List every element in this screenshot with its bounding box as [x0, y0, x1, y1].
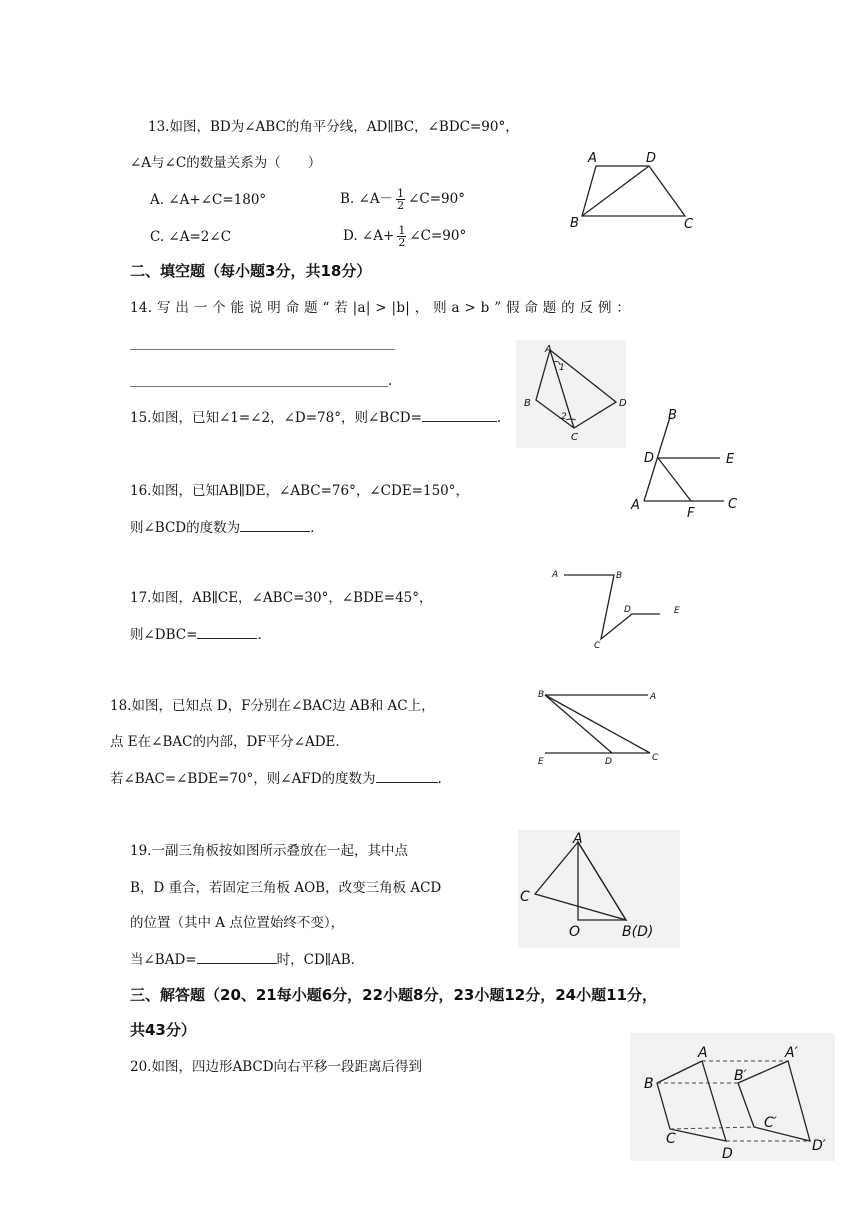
label-a-prime: A′	[785, 1045, 798, 1061]
q18-line2: 点 E在∠BAC的内部，DF平分∠ADE.	[110, 734, 340, 750]
q20-translation-figure	[630, 1033, 835, 1163]
label-a: A	[631, 498, 640, 513]
q13-trapezoid-figure	[560, 145, 700, 240]
q16-answer-blank[interactable]	[240, 518, 310, 532]
label-a: A	[573, 831, 583, 847]
q15-answer-blank[interactable]	[422, 408, 497, 422]
q17-polyline-figure	[550, 562, 690, 654]
label-e: E	[538, 757, 544, 767]
trapezoid-abcd	[582, 166, 685, 216]
fraction-one-half: $\frac{1}{2}$	[397, 187, 405, 212]
label-f: F	[687, 506, 695, 521]
q14-text: 14. 写 出 一 个 能 说 明 命 题 “ 若 |a| > |b| ， 则 a > b ” 假 命 题 的 反 例 ：	[130, 300, 631, 316]
label-b: B	[524, 398, 531, 409]
label-b-prime: B′	[734, 1068, 747, 1084]
label-d: D	[619, 398, 627, 409]
q19-line4: 当∠BAD= 时，CD∥AB.	[130, 952, 355, 968]
section-2-heading: 二、填空题（每小题3分，共18分）	[130, 262, 372, 280]
label-c: C	[571, 432, 578, 443]
label-c: C	[666, 1131, 676, 1147]
q13-option-c: C. ∠A=2∠C	[150, 229, 232, 245]
q17-answer-blank[interactable]	[197, 625, 257, 639]
q19-line1: 19.一副三角板按如图所示叠放在一起，其中点	[130, 843, 408, 859]
q17-line1: 17.如图，AB∥CE，∠ABC=30°，∠BDE=45°，	[130, 590, 433, 606]
label-d-prime: D′	[812, 1138, 826, 1154]
q18-answer-blank[interactable]	[376, 769, 438, 783]
label-b: B	[538, 690, 545, 700]
label-b: B	[644, 1076, 654, 1092]
q14-period: .	[388, 373, 393, 389]
diagonal-bd	[582, 166, 649, 216]
label-b: B	[616, 571, 623, 581]
label-b: B	[570, 216, 579, 231]
label-a: A	[552, 570, 559, 580]
q15-quadrilateral-figure	[516, 340, 626, 450]
q19-triangle-rulers-figure	[518, 830, 680, 948]
q14-answer-line-1[interactable]	[130, 349, 395, 350]
label-angle-2: 2	[561, 412, 567, 422]
label-c: C	[652, 753, 659, 763]
label-angle-1: 1	[559, 363, 565, 373]
label-a: A	[545, 344, 552, 355]
label-c-prime: C′	[764, 1115, 777, 1131]
q13-line2: ∠A与∠C的数量关系为（ ）	[130, 155, 322, 171]
label-c: C	[520, 889, 530, 905]
q16-line1: 16.如图，已知AB∥DE，∠ABC=76°，∠CDE=150°，	[130, 483, 470, 499]
q13-option-b: B. ∠A－ $\frac{1}{2}$ ∠C=90°	[340, 187, 465, 212]
label-e: E	[674, 606, 680, 616]
label-d: D	[722, 1146, 733, 1162]
section-3-heading-line2: 共43分）	[130, 1021, 196, 1039]
q16-parallel-lines-figure	[628, 405, 748, 521]
label-a: A	[650, 692, 657, 702]
label-d: D	[644, 451, 655, 466]
q13-option-d: D. ∠A+ $\frac{1}{2}$ ∠C=90°	[343, 224, 467, 249]
label-o: O	[569, 924, 581, 940]
label-d: D	[646, 151, 657, 166]
q18-line3: 若∠BAC=∠BDE=70°，则∠AFD的度数为 .	[110, 771, 442, 787]
q20-text: 20.如图，四边形ABCD向右平移一段距离后得到	[130, 1059, 423, 1075]
q18-parallel-lines-figure	[530, 685, 670, 767]
label-c: C	[728, 497, 738, 512]
label-b: B	[668, 408, 677, 423]
label-e: E	[726, 452, 735, 467]
label-d: D	[605, 757, 612, 767]
q17-line2: 则∠DBC= .	[130, 627, 262, 643]
q19-line2: B，D 重合，若固定三角板 AOB，改变三角板 ACD	[130, 880, 442, 896]
label-a: A	[698, 1045, 708, 1061]
q13-option-a: A. ∠A+∠C=180°	[150, 192, 267, 208]
q18-line1: 18.如图，已知点 D，F分别在∠BAC边 AB和 AC上，	[110, 698, 435, 714]
q19-answer-blank[interactable]	[197, 950, 277, 964]
q14-answer-line-2[interactable]	[130, 386, 388, 387]
q16-line2: 则∠BCD的度数为 .	[130, 520, 315, 536]
q19-line3: 的位置（其中 A 点位置始终不变），	[130, 915, 345, 931]
label-c: C	[594, 641, 601, 651]
label-b-d: B(D)	[622, 924, 654, 940]
q15-text: 15.如图，已知∠1=∠2，∠D=78°，则∠BCD= .	[130, 410, 502, 426]
line-bc	[545, 695, 650, 753]
fraction-one-half: $\frac{1}{2}$	[398, 224, 406, 249]
q13-line1: 13.如图，BD为∠ABC的角平分线，AD∥BC，∠BDC=90°，	[148, 119, 519, 135]
polyline-abcde	[564, 575, 660, 639]
label-c: C	[684, 217, 694, 232]
section-3-heading-line1: 三、解答题（20、21每小题6分，22小题8分，23小题12分，24小题11分，	[130, 986, 657, 1004]
label-a: A	[588, 151, 597, 166]
line-bd	[545, 695, 612, 753]
line-df	[658, 458, 691, 501]
label-d: D	[624, 605, 631, 615]
